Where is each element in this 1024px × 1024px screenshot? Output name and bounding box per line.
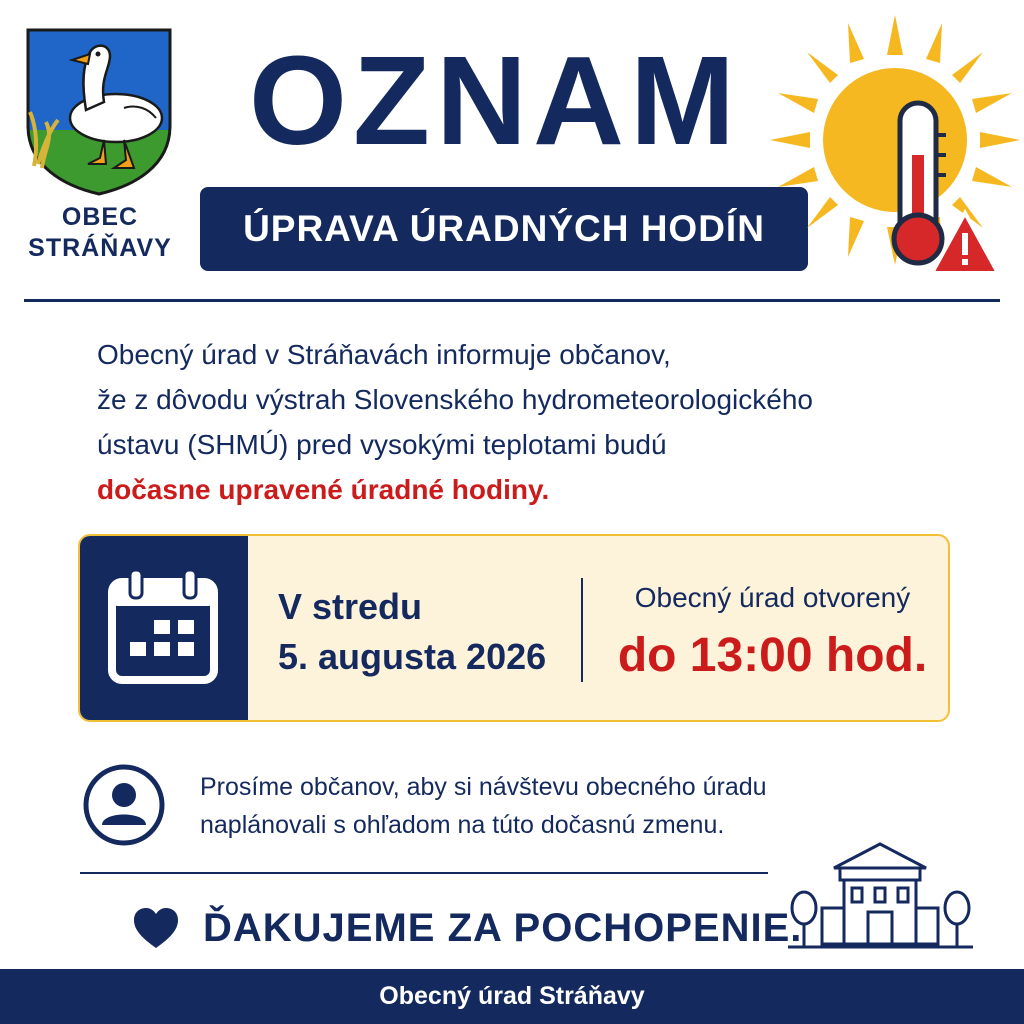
note-line2: naplánovali s ohľadom na túto dočasnú zmenu.: [200, 811, 725, 839]
sun-thermometer-warning-icon: [770, 15, 1020, 285]
schedule-card: [78, 534, 950, 722]
page-title: OZNAM: [249, 30, 741, 171]
note-line1: Prosíme občanov, aby si návštevu obecného úradu: [200, 773, 767, 801]
schedule-date: [278, 582, 568, 682]
footer: [0, 969, 1024, 1024]
open-until: do 13:00 hod.: [617, 629, 928, 682]
header-divider: [24, 299, 1000, 302]
closing-divider: [80, 872, 768, 874]
footer-text: Obecný úrad Stráňavy: [379, 982, 645, 1010]
schedule-day: V stredu: [278, 586, 423, 627]
intro-line1: Obecný úrad v Stráňavách informuje občanov,: [97, 339, 671, 370]
schedule-date-value: 5. augusta 2026: [278, 636, 547, 677]
thanks-text: ĎAKUJEME ZA POCHOPENIE.: [203, 906, 803, 950]
goose-crest-icon: [24, 26, 174, 196]
heart-icon: [132, 906, 180, 950]
municipality-line1: OBEC: [61, 203, 139, 231]
calendar-icon: [108, 568, 218, 684]
municipality-name: [0, 202, 200, 264]
person-icon: [82, 763, 166, 847]
town-hall-icon: [788, 838, 973, 954]
schedule-divider: [581, 578, 583, 682]
intro-text: [97, 332, 957, 512]
open-label: Obecný úrad otvorený: [634, 582, 911, 613]
intro-line3: ústavu (SHMÚ) pred vysokými teplotami budú: [97, 429, 667, 460]
intro-line2: že z dôvodu výstrah Slovenského hydrometeorologického: [97, 384, 813, 415]
intro-highlight: dočasne upravené úradné hodiny.: [97, 474, 550, 505]
subtitle-text: ÚPRAVA ÚRADNÝCH HODÍN: [243, 208, 765, 249]
note-text: [200, 768, 840, 844]
municipality-line2: STRÁŇAVY: [28, 234, 172, 262]
